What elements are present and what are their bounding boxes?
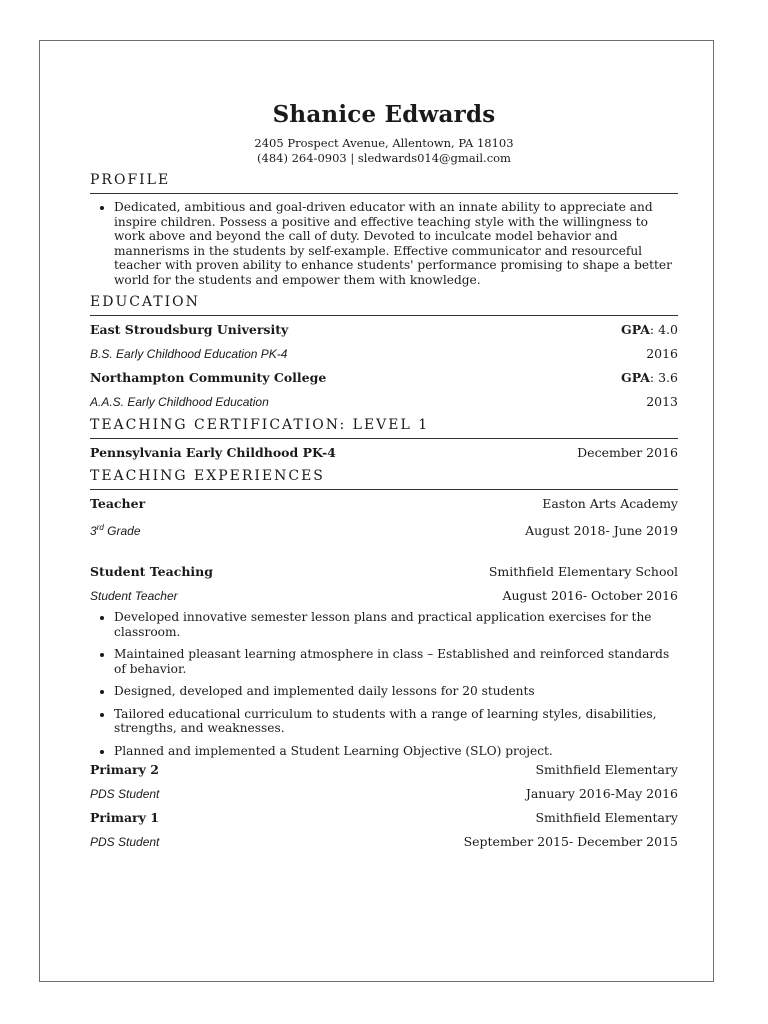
experience-teacher <box>90 496 678 512</box>
job-subtitle: PDS Student <box>90 835 160 849</box>
experience-student-teaching <box>90 564 678 580</box>
experience-primary-1-sub <box>90 834 678 850</box>
job-role: Primary 2 <box>90 762 159 777</box>
experience-primary-1 <box>90 810 678 826</box>
certification-name: Pennsylvania Early Childhood PK-4 <box>90 445 336 460</box>
list-item: • Maintained pleasant learning atmosphere in class – Established and reinforced standards of behavior. <box>114 647 678 676</box>
student-teaching-bullets <box>90 610 678 758</box>
resume-page <box>39 40 714 982</box>
gpa-value: : 3.6 <box>649 370 678 385</box>
job-dates: January 2016-May 2016 <box>525 786 678 801</box>
job-role: Student Teaching <box>90 564 213 579</box>
spacer <box>90 547 678 564</box>
list-item: • Tailored educational curriculum to students with a range of learning styles, disabilities, strengths, and weaknesses. <box>114 707 678 736</box>
job-org: Smithfield Elementary School <box>488 564 678 579</box>
list-item: • Planned and implemented a Student Learning Objective (SLO) project. <box>114 744 678 759</box>
education-degree-1 <box>90 346 678 362</box>
year: 2013 <box>646 394 678 409</box>
experience-teacher-sub <box>90 520 678 539</box>
job-org: Smithfield Elementary <box>535 810 678 825</box>
job-subtitle <box>90 520 141 539</box>
degree: A.A.S. Early Childhood Education <box>90 395 269 409</box>
education-entry-2 <box>90 370 678 386</box>
gpa-value: : 4.0 <box>649 322 678 337</box>
list-item: • Developed innovative semester lesson plans and practical application exercises for the classroom. <box>114 610 678 639</box>
certification-date: December 2016 <box>577 445 678 460</box>
gpa-label: GPA <box>621 370 650 385</box>
job-role: Primary 1 <box>90 810 159 825</box>
education-degree-2 <box>90 394 678 410</box>
gpa <box>621 370 678 386</box>
experience-primary-2-sub <box>90 786 678 802</box>
school-name: Northampton Community College <box>90 370 327 385</box>
job-dates: August 2016- October 2016 <box>502 588 678 603</box>
grade-number: 3 <box>90 524 97 538</box>
job-org: Smithfield Elementary <box>535 762 678 777</box>
certification-entry <box>90 445 678 461</box>
experience-heading: TEACHING EXPERIENCES <box>90 467 678 490</box>
grade-text: Grade <box>103 524 141 538</box>
experience-primary-2 <box>90 762 678 778</box>
school-name: East Stroudsburg University <box>90 322 289 337</box>
job-org: Easton Arts Academy <box>542 496 678 511</box>
resume-name: Shanice Edwards <box>272 101 496 128</box>
profile-list <box>90 200 678 287</box>
contact-address: 2405 Prospect Avenue, Allentown, PA 18103 <box>254 136 514 150</box>
gpa <box>621 322 678 338</box>
resume-content <box>90 101 678 858</box>
job-dates: August 2018- June 2019 <box>525 523 678 538</box>
gpa-label: GPA <box>621 322 650 337</box>
education-entry-1 <box>90 322 678 338</box>
contact-phone-email: (484) 264-0903 | sledwards014@gmail.com <box>257 151 511 165</box>
job-subtitle: PDS Student <box>90 787 160 801</box>
grade-suffix: rd <box>96 523 104 532</box>
job-dates: September 2015- December 2015 <box>463 834 678 849</box>
profile-bullet: • Dedicated, ambitious and goal-driven educator with an innate ability to appreciate and inspire children. Possess a positive and effective teaching style with the willingness to work above and beyond the call of duty. Devoted to inculcate model behavior and mannerisms in the students by self-example. Effective communicator and resourceful teacher with proven ability to enhance students' performance promising to shape a better world for the students and empower them with knowledge. <box>114 200 678 287</box>
job-subtitle: Student Teacher <box>90 589 178 603</box>
experience-student-teaching-sub <box>90 588 678 604</box>
list-item: • Designed, developed and implemented daily lessons for 20 students <box>114 684 678 699</box>
year: 2016 <box>646 346 678 361</box>
education-heading: EDUCATION <box>90 293 678 316</box>
profile-heading: PROFILE <box>90 171 678 194</box>
job-role: Teacher <box>90 496 146 511</box>
degree: B.S. Early Childhood Education PK-4 <box>90 347 288 361</box>
certification-heading: TEACHING CERTIFICATION: LEVEL 1 <box>90 416 678 439</box>
